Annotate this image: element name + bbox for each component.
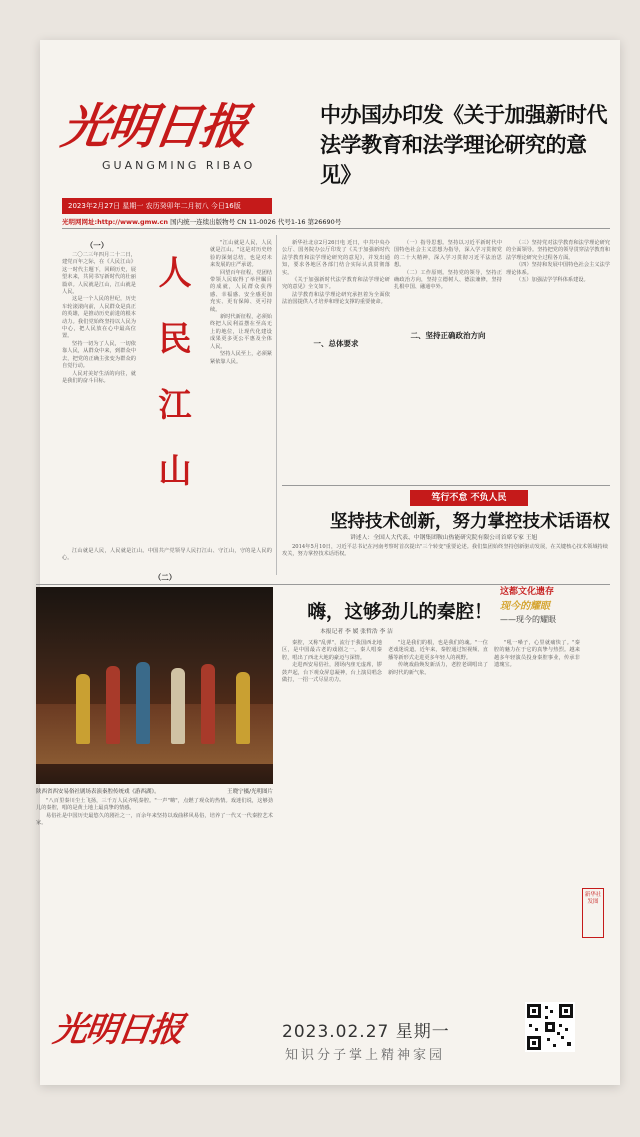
- photo-caption: [36, 784, 273, 795]
- promo-line1: 这都文化遗存: [500, 587, 555, 597]
- masthead-rule: [62, 228, 610, 229]
- footer-slogan: 知识分子掌上精神家园: [285, 1048, 446, 1063]
- newspaper-logo: 光明日报: [58, 99, 250, 155]
- third-column-2: "这是我们的根，也是我们的魂。"一位老戏迷说道。近年来，秦腔通过短视频、直播等新形式走进更多年轻人的视野。 传统戏曲焕发新活力，老腔老调唱出了新时代的新气象。: [388, 640, 488, 676]
- promo-line2: 现今的耀眼: [500, 601, 550, 612]
- footer-logo: 光明日报: [50, 1010, 185, 1050]
- photo-figure: [201, 664, 215, 744]
- caption-credit: 王晓宁摄/光明图片: [227, 789, 273, 795]
- feature-column-2: "江山就是人民，人民就是江山。"这是对历史经验的深刻总结，也是对未来发展的庄严承诺。 回望百年征程，党团结带领人民取得了举世瞩目的成就，人民群众获得感、幸福感、安全感更加充实、更有保障、更可持续。 新时代新征程，必须始终把人民利益摆在至高无上的地位，让现代化建设成果更多更公平惠及全体人民。 坚持人民至上，必须紧紧依靠人民。: [210, 240, 272, 365]
- feature-title-char: 江: [158, 385, 192, 424]
- masthead-pinyin: GUANGMING RIBAO: [102, 159, 256, 172]
- opera-photo: [36, 587, 273, 784]
- date-bar: [62, 198, 272, 214]
- lead-headline-line2: 法学教育和法学理论研究的意见》: [320, 133, 587, 187]
- feature-title-char: 山: [158, 451, 192, 490]
- footer-date: 2023.02.27 星期一: [282, 1022, 450, 1042]
- third-column-1: 秦腔，又称"乱弹"，流行于我国西北地区，是中国最古老的戏剧之一。秦人唱秦腔，唱出了西北大地的豪迈与深情。 走进西安易俗社，剧场内座无虚席，锣鼓声起，台下观众屏息凝神，台上演员唱念做打，一招一式尽显功力。: [282, 640, 382, 684]
- feature-part2-heading: （二）: [153, 573, 177, 582]
- photo-figure: [171, 668, 185, 744]
- section-rule: [282, 485, 610, 486]
- second-article-body: 2014年5月10日，习近平总书记在河南考察时首次提出"三个转变"重要论述。我们集团始终坚持创新驱动发展，在关键核心技术领域持续攻关，努力掌控技术话语权。: [282, 544, 608, 558]
- photo-figure: [76, 674, 90, 744]
- masthead: [58, 99, 272, 172]
- lead-column-3: （三）坚持党对法学教育和法学理论研究的全面领导。坚持把党的领导贯穿法学教育和法学理论研究全过程各方面。 （四）坚持和发展中国特色社会主义法学理论体系。 （五）加强法学学科体系建设。: [506, 240, 610, 284]
- issue-info-bar: [62, 217, 342, 226]
- feature-title-char: 民: [158, 319, 192, 358]
- qr-code-icon: [525, 1002, 575, 1052]
- culture-promo: [500, 584, 610, 634]
- website[interactable]: 光明网网址:http://www.gmw.cn: [62, 218, 168, 226]
- feature-column-bottom: 江山就是人民，人民就是江山。中国共产党领导人民打江山、守江山，守的是人民的心。: [62, 548, 272, 562]
- third-headline[interactable]: 嗨，这够劲儿的秦腔！: [307, 602, 493, 623]
- photo-figure: [136, 662, 150, 744]
- qr-code[interactable]: [525, 1002, 575, 1052]
- promo-line3: ——现今的耀眼: [500, 615, 556, 624]
- seal-stamp: 新华社发图: [582, 888, 604, 938]
- column-divider: [276, 235, 277, 575]
- second-byline: 讲述人：全国人大代表、中钢集团鞍山热能研究院有限公司首席专家 王旭: [350, 535, 538, 541]
- third-column-left: "八百里秦川尘土飞扬，三千万人民齐吼秦腔。"一声"嗨"，点燃了观众的热情。戏迷们说，这够劲儿的秦腔，唱的是黄土地上最真挚的情感。 易俗社是中国历史最悠久的剧社之一，百余年来坚持以戏曲移风易俗，培养了一代又一代秦腔艺术家。: [36, 798, 273, 827]
- lead-section1-heading: 一、总体要求: [313, 339, 359, 348]
- lead-section2-heading: 二、坚持正确政治方向: [410, 331, 486, 340]
- lead-headline[interactable]: [320, 100, 610, 190]
- third-byline: 本报记者 李 媛 张哲浩 李 洁: [320, 629, 393, 635]
- feature-title-char: 人: [158, 253, 192, 292]
- third-column-3: "吼一嗓子，心里就痛快了。"秦腔的魅力在于它的真挚与热烈。越来越多年轻演员投身秦腔事业，传承非遗瑰宝。: [494, 640, 580, 669]
- column-banner: 笃行不怠 不负人民: [410, 490, 528, 506]
- second-headline[interactable]: 坚持技术创新，努力掌控技术话语权: [330, 512, 610, 532]
- feature-vertical-title: [145, 240, 205, 504]
- lead-column-2: （一）指导思想。坚持以习近平新时代中国特色社会主义思想为指导，深入学习贯彻党的二十大精神，深入学习贯彻习近平法治思想。 （二）工作原则。坚持党的领导，坚持正确政治方向，坚持立德树人、德法兼修，坚持扎根中国、融通中外。: [394, 240, 502, 291]
- lead-column-1: 新华社北京2月26日电 近日，中共中央办公厅、国务院办公厅印发了《关于加强新时代法学教育和法学理论研究的意见》，并发出通知，要求各地区各部门结合实际认真贯彻落实。 《关于加强新时代法学教育和法学理论研究的意见》全文如下。 法学教育和法学理论研究承担着为全面依法治国提供人才培养和理论支撑的重要使命。: [282, 240, 390, 306]
- lead-headline-line1: 中办国办印发《关于加强新时代: [320, 103, 607, 127]
- date-line: 2023年2月27日 星期一 农历癸卯年二月初八 今日16版: [68, 202, 241, 210]
- photo-figure: [236, 672, 250, 744]
- feature-column-1: 二〇二三年四月二十二日，建党百年之际，在《人民江山》这一时代主题下，回顾历史，展望未来，共同书写新时代的壮丽篇章。人民就是江山，江山就是人民。 这是一个人民的世纪，历史车轮滚滚向前，人民群众是真正的英雄，是推动历史前进的根本动力。我们党始终坚持以人民为中心，把人民放在心中最高位置。 坚持一切为了人民，一切依靠人民，从群众中来，到群众中去，把党的正确主张变为群众的自觉行动。 人民对美好生活的向往，就是我们的奋斗目标。: [62, 252, 136, 384]
- feature-part1-heading: （一）: [85, 241, 109, 250]
- issue-info: 国内统一连续出版物号 CN 11-0026 代号1-16 第26690号: [170, 218, 342, 226]
- caption-text: 陕西省西安易俗社剧场表演秦腔传统戏《游西湖》。: [36, 789, 160, 795]
- photo-figure: [106, 666, 120, 744]
